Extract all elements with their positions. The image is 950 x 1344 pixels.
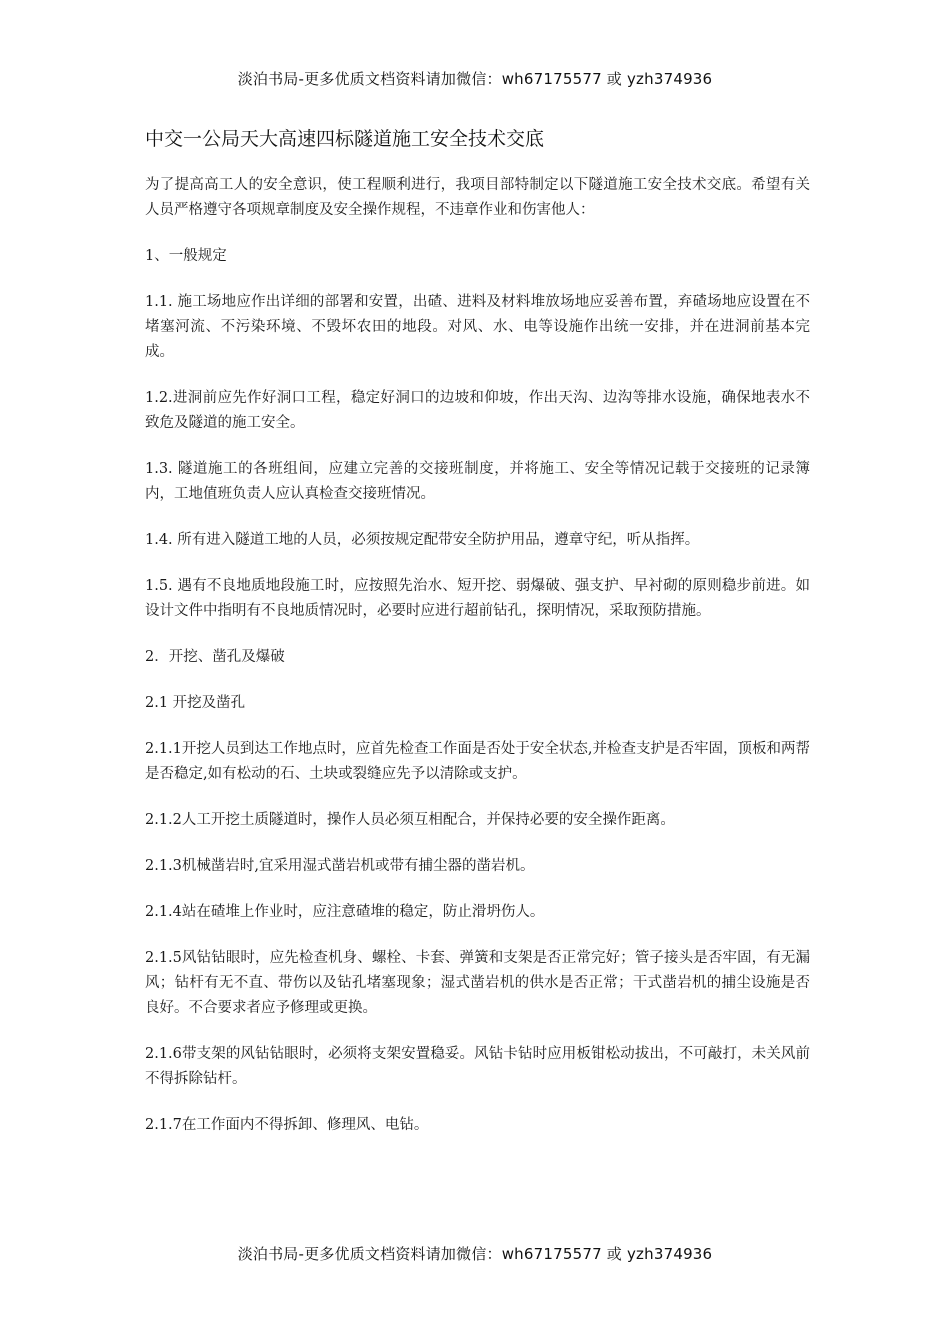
clause-2-1-7: 2.1.7在工作面内不得拆卸、修理风、电钻。 — [145, 1117, 429, 1133]
section-heading-1: 1、一般规定 — [145, 248, 227, 264]
clause-1-2: 1.2.进洞前应先作好洞口工程，稳定好洞口的边坡和仰坡，作出天沟、边沟等排水设施，确保地表水不致危及隧道的施工安全。 — [145, 390, 810, 431]
document-title: 中交一公局天大高速四标隧道施工安全技术交底 — [145, 128, 545, 150]
clause-1-3: 1.3. 隧道施工的各班组间，应建立完善的交接班制度，并将施工、安全等情况记载于交接班的记录簿内，工地值班负责人应认真检查交接班情况。 — [145, 461, 810, 502]
subsection-heading-2-1: 2.1 开挖及凿孔 — [145, 695, 246, 711]
clause-2-1-2: 2.1.2人工开挖土质隧道时，操作人员必须互相配合，并保持必要的安全操作距离。 — [145, 812, 675, 828]
clause-1-1: 1.1. 施工场地应作出详细的部署和安置，出碴、进料及材料堆放场地应妥善布置，弃碴场地应设置在不堵塞河流、不污染环境、不毁坏农田的地段。对风、水、电等设施作出统一安排，并在进洞前基本完成。 — [145, 294, 810, 360]
section-heading-2: 2．开挖、凿孔及爆破 — [145, 649, 285, 665]
page-header-watermark: 淡泊书局-更多优质文档资料请加微信：wh67175577 或 yzh374936 — [237, 70, 713, 88]
clause-2-1-4: 2.1.4站在碴堆上作业时，应注意碴堆的稳定，防止滑坍伤人。 — [145, 904, 545, 920]
intro-paragraph: 为了提高高工人的安全意识，使工程顺利进行，我项目部特制定以下隧道施工安全技术交底。希望有关人员严格遵守各项规章制度及安全操作规程，不违章作业和伤害他人： — [145, 177, 810, 218]
page-footer-watermark: 淡泊书局-更多优质文档资料请加微信：wh67175577 或 yzh374936 — [237, 1245, 713, 1263]
clause-2-1-6: 2.1.6带支架的风钻钻眼时，必须将支架安置稳妥。风钻卡钻时应用板钳松动拔出，不可敲打，未关风前不得拆除钻杆。 — [145, 1046, 810, 1087]
clause-2-1-3: 2.1.3机械凿岩时,宜采用湿式凿岩机或带有捕尘器的凿岩机。 — [145, 858, 535, 874]
clause-1-5: 1.5. 遇有不良地质地段施工时，应按照先治水、短开挖、弱爆破、强支护、早衬砌的原则稳步前进。如设计文件中指明有不良地质情况时，必要时应进行超前钻孔，探明情况，采取预防措施。 — [145, 578, 810, 619]
clause-2-1-1: 2.1.1开挖人员到达工作地点时，应首先检查工作面是否处于安全状态,并检查支护是否牢固，顶板和两帮是否稳定,如有松动的石、土块或裂缝应先予以清除或支护。 — [145, 741, 810, 782]
document-body — [145, 173, 810, 1159]
clause-1-4: 1.4. 所有进入隧道工地的人员，必须按规定配带安全防护用品，遵章守纪，听从指挥。 — [145, 532, 700, 548]
clause-2-1-5: 2.1.5风钻钻眼时，应先检查机身、螺栓、卡套、弹簧和支架是否正常完好；管子接头是否牢固，有无漏风；钻杆有无不直、带伤以及钻孔堵塞现象；湿式凿岩机的供水是否正常；干式凿岩机的捕尘设施是否良好。不合要求者应予修理或更换。 — [145, 950, 810, 1016]
